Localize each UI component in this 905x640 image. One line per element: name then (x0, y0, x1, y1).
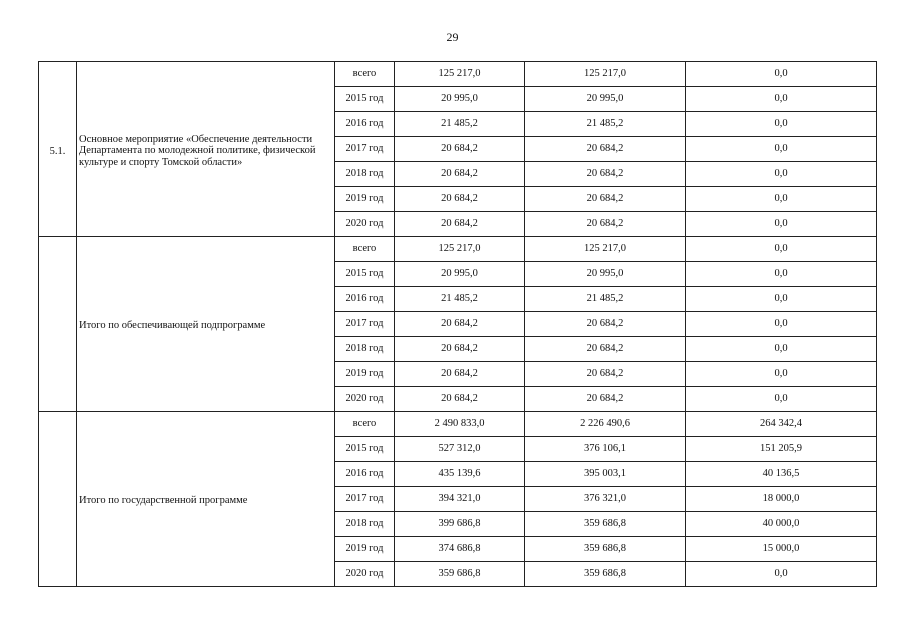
total-value-cell: 20 684,2 (395, 162, 525, 187)
value-cell-3: 15 000,0 (686, 537, 877, 562)
value-cell-2: 2 226 490,6 (525, 412, 686, 437)
value-cell-2: 125 217,0 (525, 237, 686, 262)
year-cell: 2019 год (335, 362, 395, 387)
total-value-cell: 374 686,8 (395, 537, 525, 562)
value-cell-3: 0,0 (686, 262, 877, 287)
year-cell: 2017 год (335, 137, 395, 162)
total-value-cell: 20 684,2 (395, 312, 525, 337)
value-cell-3: 0,0 (686, 87, 877, 112)
value-cell-3: 0,0 (686, 162, 877, 187)
total-value-cell: 20 995,0 (395, 262, 525, 287)
value-cell-2: 20 684,2 (525, 212, 686, 237)
value-cell-2: 125 217,0 (525, 62, 686, 87)
value-cell-3: 0,0 (686, 212, 877, 237)
year-cell: 2019 год (335, 187, 395, 212)
table-row (39, 412, 877, 437)
year-cell: 2015 год (335, 87, 395, 112)
total-value-cell: 20 684,2 (395, 362, 525, 387)
year-cell: 2020 год (335, 212, 395, 237)
value-cell-2: 376 106,1 (525, 437, 686, 462)
value-cell-2: 359 686,8 (525, 537, 686, 562)
item-name-cell: Итого по обеспечивающей подпрограмме (77, 237, 335, 412)
total-value-cell: 125 217,0 (395, 62, 525, 87)
total-value-cell: 394 321,0 (395, 487, 525, 512)
page-number: 29 (446, 30, 459, 44)
year-cell: 2016 год (335, 112, 395, 137)
value-cell-3: 0,0 (686, 237, 877, 262)
item-name-cell: Итого по государственной программе (77, 412, 335, 587)
total-value-cell: 2 490 833,0 (395, 412, 525, 437)
total-value-cell: 20 684,2 (395, 137, 525, 162)
item-name-cell: Основное мероприятие «Обеспечение деятельности Департамента по молодежной политике, физической культуре и спорту Томской области» (77, 62, 335, 237)
year-cell: всего (335, 237, 395, 262)
year-cell: 2020 год (335, 562, 395, 587)
value-cell-3: 0,0 (686, 562, 877, 587)
value-cell-3: 0,0 (686, 187, 877, 212)
total-value-cell: 20 684,2 (395, 337, 525, 362)
value-cell-2: 20 684,2 (525, 387, 686, 412)
total-value-cell: 435 139,6 (395, 462, 525, 487)
total-value-cell: 20 684,2 (395, 212, 525, 237)
total-value-cell: 399 686,8 (395, 512, 525, 537)
value-cell-2: 20 995,0 (525, 87, 686, 112)
value-cell-2: 21 485,2 (525, 287, 686, 312)
total-value-cell: 125 217,0 (395, 237, 525, 262)
year-cell: 2017 год (335, 487, 395, 512)
value-cell-2: 20 684,2 (525, 187, 686, 212)
value-cell-2: 376 321,0 (525, 487, 686, 512)
value-cell-2: 20 995,0 (525, 262, 686, 287)
value-cell-3: 0,0 (686, 287, 877, 312)
value-cell-3: 0,0 (686, 387, 877, 412)
value-cell-2: 21 485,2 (525, 112, 686, 137)
item-number-cell (39, 237, 77, 412)
value-cell-3: 0,0 (686, 137, 877, 162)
value-cell-2: 359 686,8 (525, 512, 686, 537)
total-value-cell: 359 686,8 (395, 562, 525, 587)
year-cell: 2017 год (335, 312, 395, 337)
value-cell-3: 40 136,5 (686, 462, 877, 487)
value-cell-3: 0,0 (686, 62, 877, 87)
item-number-cell (39, 412, 77, 587)
value-cell-3: 264 342,4 (686, 412, 877, 437)
year-cell: всего (335, 62, 395, 87)
value-cell-2: 20 684,2 (525, 162, 686, 187)
year-cell: всего (335, 412, 395, 437)
year-cell: 2019 год (335, 537, 395, 562)
value-cell-3: 0,0 (686, 337, 877, 362)
value-cell-3: 40 000,0 (686, 512, 877, 537)
year-cell: 2018 год (335, 512, 395, 537)
value-cell-2: 359 686,8 (525, 562, 686, 587)
year-cell: 2016 год (335, 462, 395, 487)
total-value-cell: 20 995,0 (395, 87, 525, 112)
year-cell: 2015 год (335, 437, 395, 462)
total-value-cell: 20 684,2 (395, 187, 525, 212)
value-cell-3: 18 000,0 (686, 487, 877, 512)
value-cell-2: 20 684,2 (525, 337, 686, 362)
total-value-cell: 527 312,0 (395, 437, 525, 462)
year-cell: 2018 год (335, 337, 395, 362)
table-body (39, 62, 877, 587)
year-cell: 2016 год (335, 287, 395, 312)
table-row (39, 62, 877, 87)
year-cell: 2015 год (335, 262, 395, 287)
year-cell: 2018 год (335, 162, 395, 187)
value-cell-3: 0,0 (686, 362, 877, 387)
item-number-cell: 5.1. (39, 62, 77, 237)
table-row (39, 237, 877, 262)
value-cell-3: 0,0 (686, 112, 877, 137)
total-value-cell: 20 684,2 (395, 387, 525, 412)
year-cell: 2020 год (335, 387, 395, 412)
budget-table (38, 61, 877, 587)
total-value-cell: 21 485,2 (395, 112, 525, 137)
value-cell-2: 20 684,2 (525, 137, 686, 162)
value-cell-2: 395 003,1 (525, 462, 686, 487)
value-cell-2: 20 684,2 (525, 362, 686, 387)
total-value-cell: 21 485,2 (395, 287, 525, 312)
value-cell-3: 0,0 (686, 312, 877, 337)
value-cell-2: 20 684,2 (525, 312, 686, 337)
value-cell-3: 151 205,9 (686, 437, 877, 462)
